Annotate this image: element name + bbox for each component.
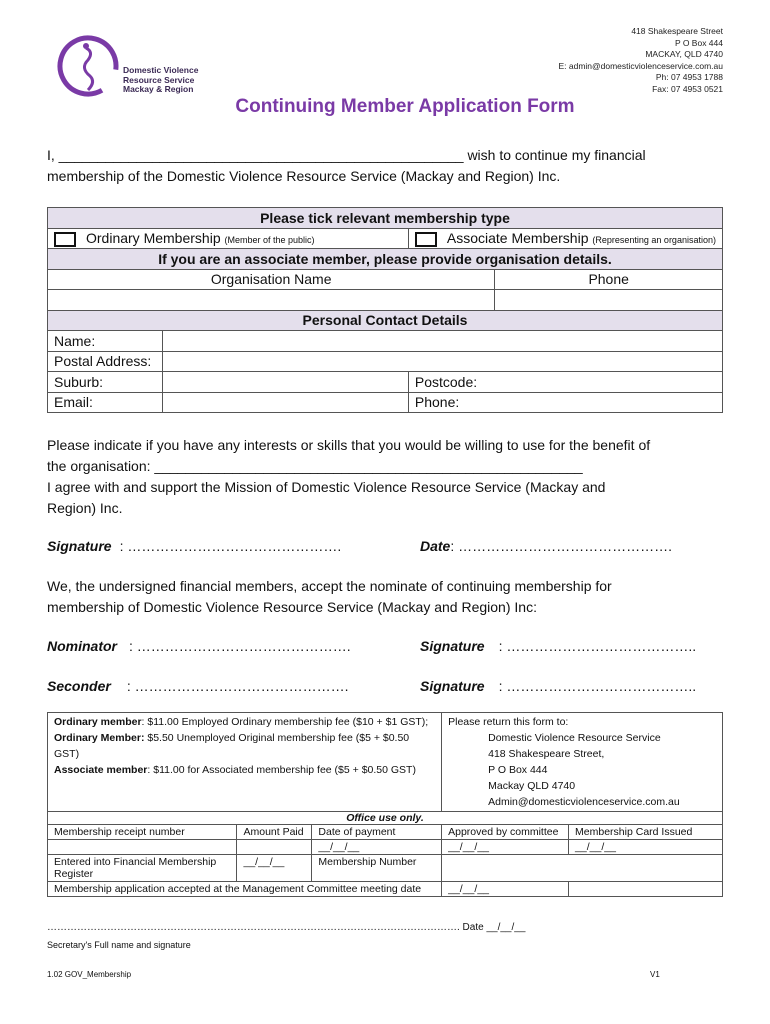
accepted-date-field[interactable]: __/__/__ xyxy=(442,882,569,897)
postal-field[interactable] xyxy=(162,351,722,372)
date-payment-field[interactable]: __/__/__ xyxy=(312,840,442,855)
logo-icon xyxy=(56,34,120,98)
membership-type-header: Please tick relevant membership type xyxy=(48,208,723,229)
interests-line3: I agree with and support the Mission of Domestic Violence Resource Service (Mackay and xyxy=(47,479,606,495)
ordinary-note: (Member of the public) xyxy=(224,234,315,245)
return-l5: Admin@domesticviolenceservice.com.au xyxy=(488,796,680,808)
address-email: E: admin@domesticviolenceservice.com.au xyxy=(558,60,723,71)
page-title: Continuing Member Application Form xyxy=(235,96,575,117)
accepted-blank xyxy=(569,882,723,897)
associate-checkbox[interactable] xyxy=(415,232,437,247)
postal-label: Postal Address: xyxy=(48,351,163,372)
name-label: Name: xyxy=(48,331,163,352)
associate-details-header: If you are an associate member, please provide organisation details. xyxy=(48,249,723,270)
amount-field[interactable] xyxy=(237,840,312,855)
approved-field[interactable]: __/__/__ xyxy=(442,840,569,855)
return-header: Please return this form to: xyxy=(448,716,569,728)
email-label: Email: xyxy=(48,392,163,413)
name-field[interactable] xyxy=(162,331,722,352)
address-street: 418 Shakespeare Street xyxy=(631,26,723,36)
receipt-label: Membership receipt number xyxy=(48,825,237,840)
nominator-sig-dots[interactable]: : ………………………………….. xyxy=(498,638,697,654)
logo-line2: Resource Service xyxy=(123,74,195,85)
doc-version: V1 xyxy=(650,970,660,979)
address-fax: Fax: 07 4953 0521 xyxy=(652,83,723,94)
nominate-line1: We, the undersigned financial members, accept the nominate of continuing membership for xyxy=(47,578,612,594)
signature-dots[interactable]: : ………………………………………. xyxy=(119,538,342,554)
intro-text xyxy=(47,145,737,187)
entered-date-field[interactable]: __/__/__ xyxy=(237,855,312,882)
contact-details-header: Personal Contact Details xyxy=(48,310,723,331)
entered-label: Entered into Financial Membership Register xyxy=(48,855,237,882)
fee-ordinary-label: Ordinary member xyxy=(54,716,142,728)
address-phone: Ph: 07 4953 1788 xyxy=(655,72,723,82)
return-l4: Mackay QLD 4740 xyxy=(488,780,576,792)
phone-field[interactable] xyxy=(490,394,722,410)
seconder-row xyxy=(47,678,737,694)
date-dots[interactable]: : ………………………………………. xyxy=(450,538,673,554)
member-number-field[interactable] xyxy=(442,855,723,882)
accepted-label: Membership application accepted at the Management Committee meeting date xyxy=(48,882,442,897)
amount-label: Amount Paid xyxy=(237,825,312,840)
secretary-sign-line[interactable]: ……………………………………………………………………………………………………………. Date __/__/__ xyxy=(47,922,526,933)
fee-ordinary2-text: $5.50 Unemployed Original membership fee ($5 + $0.50 GST) xyxy=(54,732,410,760)
nominate-text xyxy=(47,576,737,618)
associate-note: (Representing an organisation) xyxy=(592,234,716,245)
date-label: Date xyxy=(420,538,451,554)
postcode-field[interactable] xyxy=(490,374,722,390)
return-cell xyxy=(442,713,723,812)
return-l3: P O Box 444 xyxy=(488,764,548,776)
associate-label: Associate Membership xyxy=(446,229,589,246)
membership-table xyxy=(47,207,723,413)
seconder-sig-dots[interactable]: : ………………………………….. xyxy=(498,678,697,694)
ordinary-label: Ordinary Membership xyxy=(86,229,221,246)
intro-line2: membership of the Domestic Violence Resource Service (Mackay and Region) Inc. xyxy=(47,168,561,184)
fees-cell xyxy=(48,713,442,812)
org-phone-label: Phone xyxy=(495,269,723,290)
intro-line1: I, ____________________________________________________ wish to continue my financial xyxy=(47,147,646,163)
office-table xyxy=(47,712,723,897)
seconder-label: Seconder xyxy=(47,678,111,694)
email-field[interactable] xyxy=(162,392,408,413)
nominator-label: Nominator xyxy=(47,638,117,654)
org-phone-field[interactable] xyxy=(495,290,723,311)
fee-ordinary2-label: Ordinary Member: xyxy=(54,732,145,744)
org-address xyxy=(558,26,723,95)
approved-label: Approved by committee xyxy=(442,825,569,840)
address-city: MACKAY, QLD 4740 xyxy=(645,49,723,59)
card-field[interactable]: __/__/__ xyxy=(569,840,723,855)
office-use-text: Office use only xyxy=(346,812,421,824)
org-name-label: Organisation Name xyxy=(48,269,495,290)
receipt-field[interactable] xyxy=(48,840,237,855)
ordinary-checkbox[interactable] xyxy=(54,232,76,247)
interests-text xyxy=(47,435,737,519)
postcode-label: Postcode: xyxy=(414,373,478,390)
interests-line4: Region) Inc. xyxy=(47,500,123,516)
doc-code: 1.02 GOV_Membership xyxy=(47,970,132,979)
fee-associate-text: : $11.00 for Associated membership fee ($5 + $0.50 GST) xyxy=(147,764,416,776)
return-l2: 418 Shakespeare Street, xyxy=(488,748,605,760)
office-use-dot: . xyxy=(420,812,424,824)
logo-line1: Domestic Violence xyxy=(123,65,199,75)
signature-label: Signature xyxy=(47,538,112,554)
interests-line2: the organisation: _______________________________________________________ xyxy=(47,458,583,474)
nominator-dots[interactable]: : ………………………………………. xyxy=(129,638,351,654)
suburb-field[interactable] xyxy=(162,372,408,393)
nominate-line2: membership of Domestic Violence Resource Service (Mackay and Region) Inc: xyxy=(47,599,537,615)
date-payment-label: Date of payment xyxy=(312,825,442,840)
secretary-label: Secretary's Full name and signature xyxy=(47,940,191,950)
card-label: Membership Card Issued xyxy=(569,825,723,840)
ordinary-option[interactable] xyxy=(48,228,409,249)
fee-ordinary-text: : $11.00 Employed Ordinary membership fee ($10 + $1 GST); xyxy=(141,716,429,728)
signature-row xyxy=(47,538,737,554)
org-name-field[interactable] xyxy=(48,290,495,311)
phone-label: Phone: xyxy=(414,394,460,411)
member-number-label: Membership Number xyxy=(312,855,442,882)
fee-associate-label: Associate member xyxy=(54,764,148,776)
address-box: P O Box 444 xyxy=(674,37,723,48)
suburb-label: Suburb: xyxy=(48,372,163,393)
interests-line1: Please indicate if you have any interests or skills that you would be willing to use for the benefit of xyxy=(47,437,651,453)
nominator-row xyxy=(47,638,737,654)
associate-option[interactable] xyxy=(408,228,722,249)
seconder-sig-label: Signature xyxy=(420,678,485,694)
logo-text xyxy=(123,66,198,95)
office-use-header xyxy=(48,812,723,825)
return-l1: Domestic Violence Resource Service xyxy=(488,732,661,744)
nominator-sig-label: Signature xyxy=(420,638,485,654)
seconder-dots[interactable]: : ………………………………………. xyxy=(126,678,349,694)
logo-line3: Mackay & Region xyxy=(123,84,194,94)
